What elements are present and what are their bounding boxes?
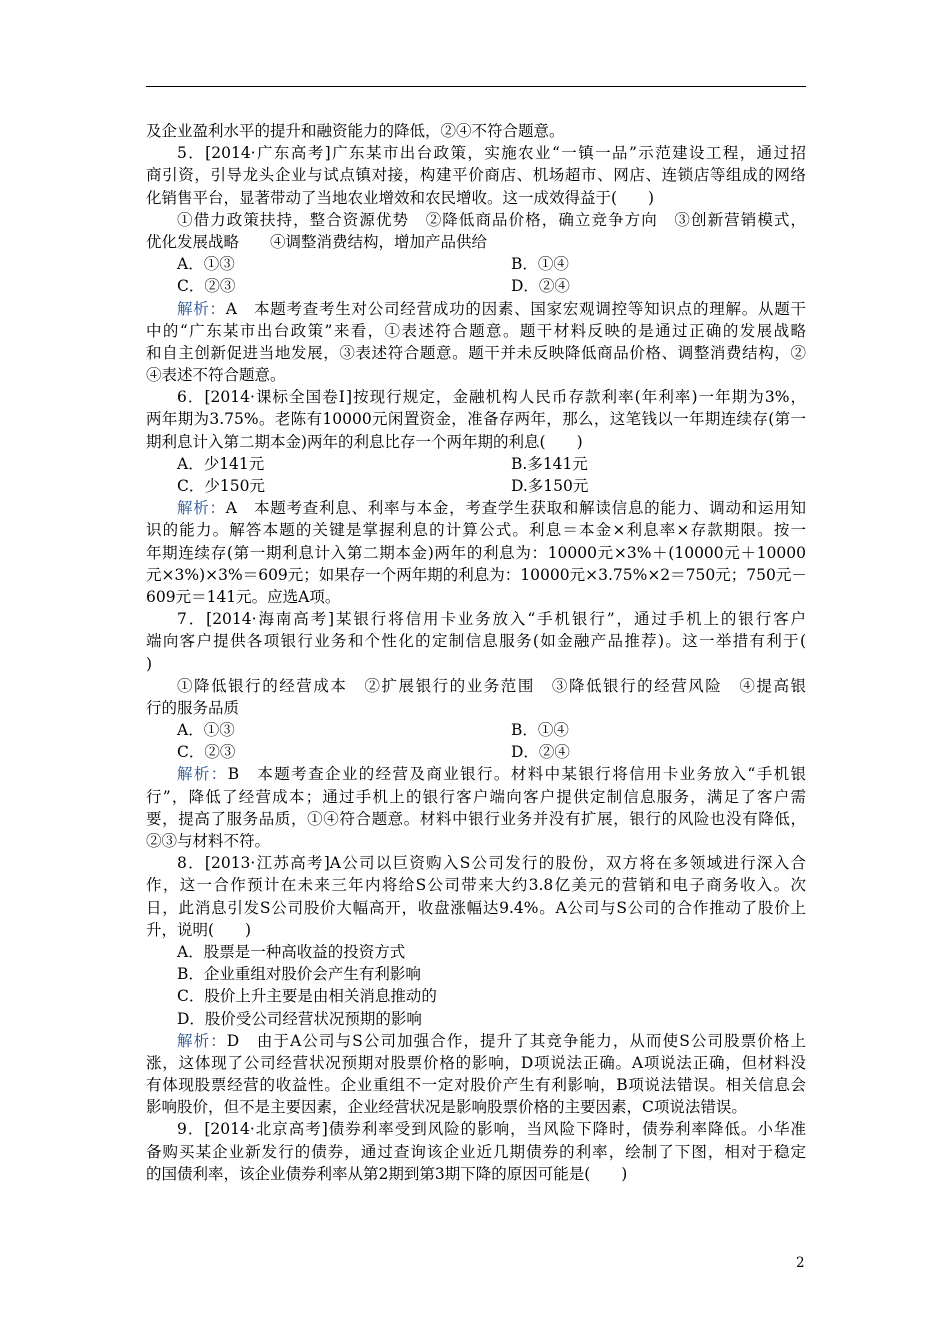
- text-line: C．股价上升主要是由相关消息推动的: [177, 987, 437, 1006]
- text-line: ①降低银行的经营成本 ②扩展银行的业务范围 ③降低银行的经营风险 ④提高银: [177, 676, 806, 695]
- text-line: 期利息计入第二期本金)两年的利息比存一个两年期的利息( ): [146, 432, 583, 451]
- text-line: 609元＝141元。应选A项。: [146, 587, 341, 606]
- option-choice: C．②③: [177, 743, 236, 762]
- option-choice: C．②③: [177, 277, 236, 296]
- text-line: 及企业盈利水平的提升和融资能力的降低，②④不符合题意。: [146, 122, 565, 140]
- text-line: 商引资，引导龙头企业与试点镇对接，构建平价商店、机场超市、网店、连锁店等组成的网络: [146, 166, 806, 185]
- option-choice: C．少150元: [177, 477, 265, 495]
- text-line: 9．[2014·北京高考]债券利率受到风险的影响，当风险下降时，债券利率降低。小华准: [177, 1120, 806, 1139]
- option-choice: D．②④: [511, 743, 570, 762]
- text-line: 要，提高了服务品质，①④符合题意。材料中银行业务并没有扩展，银行的风险也没有降低，: [146, 809, 806, 828]
- text-line: 作，这一合作预计在未来三年内将给S公司带来大约3.8亿美元的营销和电子商务收入。次: [146, 876, 806, 895]
- analysis-label: 解析：: [177, 1031, 227, 1050]
- text-line: 端向客户提供各项银行业务和个性化的定制信息服务(如金融产品推荐)。这一举措有利于(: [146, 632, 806, 651]
- text-line: ②③与材料不符。: [146, 832, 271, 850]
- text-line: 年期连续存(第一期利息计入第二期本金)两年的利息为：10000元×3%＋(10000元＋10000: [146, 543, 806, 562]
- options-row: [146, 719, 806, 741]
- options-row: [146, 275, 806, 297]
- analysis-text: D 由于A公司与S公司加强合作，提升了其竞争能力，从而使S公司股票价格上: [226, 1031, 806, 1050]
- option-choice: B．①④: [511, 721, 569, 740]
- option-choice: B．①④: [511, 255, 569, 274]
- text-line: 涨，这体现了公司经营状况预期对股票价格的影响，D项说法正确。A项说法正确，但材料没: [146, 1053, 806, 1072]
- text-line: 化销售平台，显著带动了当地农业增效和农民增收。这一成效得益于( ): [146, 188, 655, 207]
- text-line: 行的服务品质: [146, 698, 240, 717]
- text-line: 中的“广东某市出台政策”来看，①表述符合题意。题干材料反映的是通过正确的发展战略: [146, 321, 806, 340]
- page-number: 2: [796, 1255, 805, 1271]
- text-line: 升，说明( ): [146, 920, 252, 939]
- text-line: 7．[2014·海南高考]某银行将信用卡业务放入“手机银行”，通过手机上的银行客户: [177, 610, 806, 629]
- text-line: 优化发展战略 ④调整消费结构，增加产品供给: [146, 232, 488, 251]
- analysis-label: 解析：: [177, 499, 226, 518]
- text-line: 有体现股票经营的收益性。企业重组不一定对股价产生有利影响，B项说法错误。相关信息会: [146, 1076, 806, 1095]
- options-row: [146, 741, 806, 763]
- text-line: A．股票是一种高收益的投资方式: [177, 942, 406, 961]
- analysis-label: 解析：: [177, 299, 226, 318]
- text-line: 备购买某企业新发行的债券，通过查询该企业近几期债券的利率，绘制了下图，相对于稳定: [146, 1142, 806, 1161]
- option-choice: D.多150元: [511, 477, 589, 495]
- options-row: [146, 253, 806, 275]
- text-line: 5．[2014·广东高考]广东某市出台政策，实施农业“一镇一品”示范建设工程，通过招: [177, 144, 806, 163]
- option-choice: A．少141元: [177, 454, 265, 473]
- options-row: [146, 475, 806, 497]
- analysis-line: [146, 763, 806, 785]
- text-line: 识的能力。解答本题的关键是掌握利息的计算公式。利息＝本金×利息率×存款期限。按一: [146, 521, 806, 540]
- text-line: 和自主创新促进当地发展，③表述符合题意。题干并未反映降低商品价格、调整消费结构，②: [146, 343, 806, 362]
- text-line: 8．[2013·江苏高考]A公司以巨资购入S公司发行的股份，双方将在多领域进行深入合: [177, 854, 806, 873]
- text-line: 行”，降低了经营成本；通过手机上的银行客户端向客户提供定制信息服务，满足了客户需: [146, 787, 806, 806]
- analysis-line: [146, 497, 806, 519]
- option-choice: B.多141元: [511, 454, 588, 473]
- analysis-text: A 本题考查考生对公司经营成功的因素、国家宏观调控等知识点的理解。从题干: [225, 299, 806, 318]
- text-line: 日，此消息引发S公司股价大幅高开，收盘涨幅达9.4%。A公司与S公司的合作推动了股价上: [146, 898, 806, 917]
- analysis-text: B 本题考查企业的经营及商业银行。材料中某银行将信用卡业务放入“手机银: [227, 765, 806, 784]
- analysis-text: A 本题考查利息、利率与本金，考查学生获取和解读信息的能力、调动和运用知: [225, 499, 806, 518]
- options-row: [146, 453, 806, 475]
- text-line: 的国债利率，该企业债券利率从第2期到第3期下降的原因可能是( ): [146, 1164, 628, 1183]
- text-line: ): [146, 654, 153, 673]
- analysis-label: 解析：: [177, 765, 228, 784]
- text-line: 影响股价，但不是主要因素，企业经营状况是影响股票价格的主要因素，C项说法错误。: [146, 1098, 747, 1117]
- text-line: B．企业重组对股价会产生有利影响: [177, 965, 421, 984]
- header-rule: [146, 86, 806, 87]
- option-choice: A．①③: [177, 255, 235, 274]
- text-line: 两年期为3.75%。老陈有10000元闲置资金，准备存两年，那么，这笔钱以一年期连续存(第一: [146, 410, 806, 429]
- text-line: ①借力政策扶持，整合资源优势 ②降低商品价格，确立竞争方向 ③创新营销模式，: [177, 210, 806, 229]
- text-line: 元×3%)×3%＝609元；如果存一个两年期的利息为：10000元×3.75%×2＝750元；750元－: [146, 565, 807, 584]
- page-content: [146, 120, 806, 1185]
- analysis-line: [146, 1030, 806, 1052]
- option-choice: D．②④: [511, 277, 570, 296]
- analysis-line: [146, 298, 806, 320]
- text-line: ④表述不符合题意。: [146, 366, 286, 385]
- text-line: D．股价受公司经营状况预期的影响: [177, 1009, 422, 1028]
- option-choice: A．①③: [177, 721, 235, 740]
- text-line: 6．[2014·课标全国卷Ⅰ]按现行规定，金融机构人民币存款利率(年利率)一年期为3%，: [177, 388, 806, 407]
